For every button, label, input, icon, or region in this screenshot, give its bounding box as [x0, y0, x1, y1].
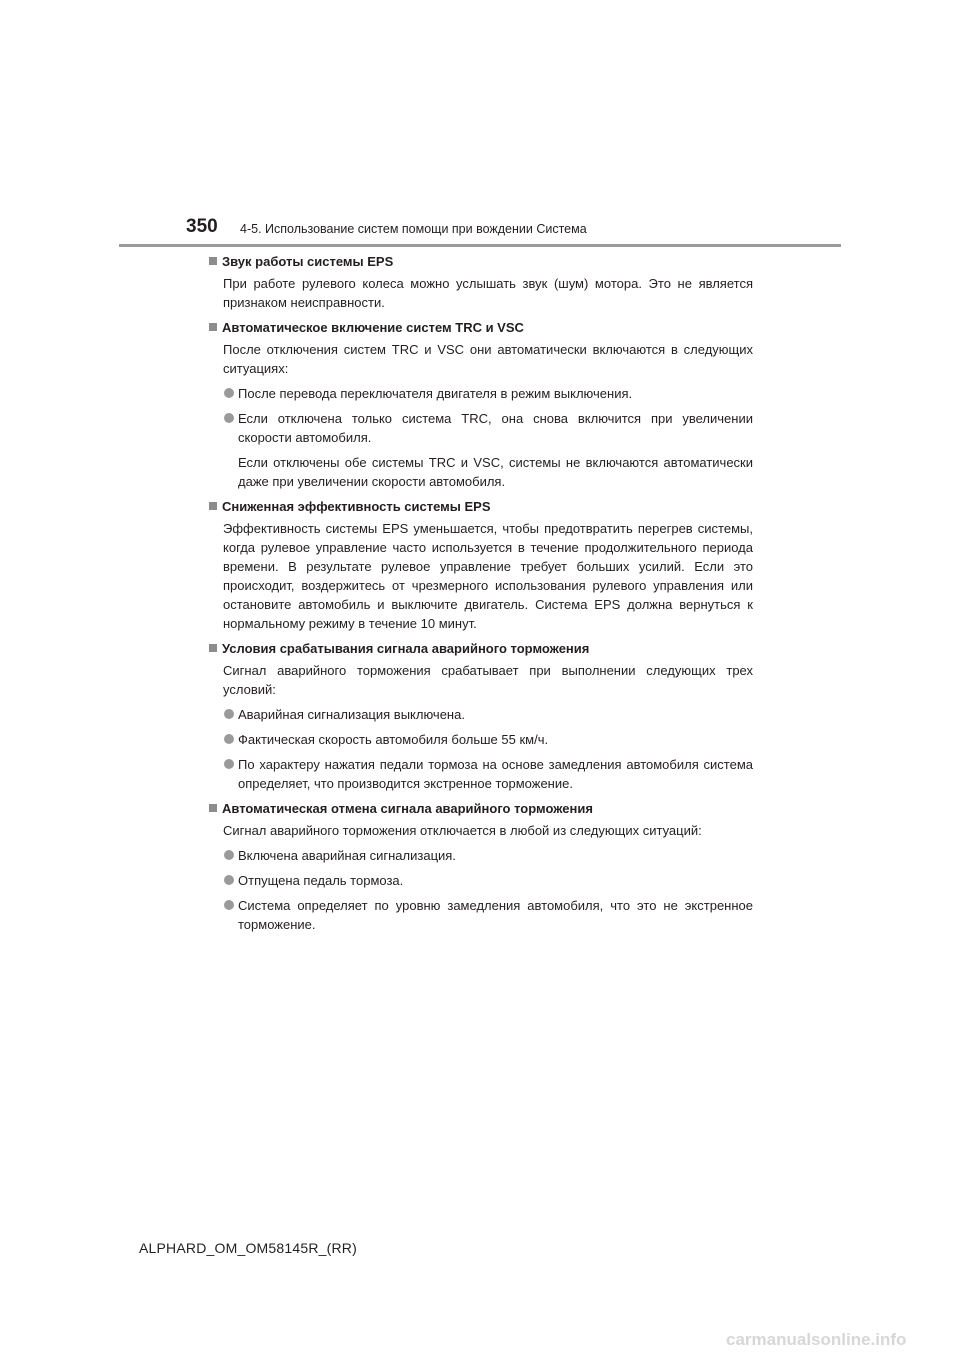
list-item-text: По характеру нажатия педали тормоза на основе замедления автомобиля система определяет, что производится экстренное торможение.	[238, 757, 753, 791]
section-eps-reduced	[208, 497, 753, 633]
section-heading-text: Сниженная эффективность системы EPS	[222, 499, 491, 514]
section-emergency-brake-signal-conditions	[208, 639, 753, 793]
section-heading-text: Звук работы системы EPS	[222, 254, 394, 269]
circle-bullet-icon	[224, 850, 234, 860]
section-heading-text: Автоматическая отмена сигнала аварийного торможения	[222, 801, 593, 816]
manual-code: ALPHARD_OM_OM58145R_(RR)	[139, 1240, 357, 1256]
list-item	[208, 384, 753, 403]
section-heading	[208, 639, 753, 658]
list-item-text: Аварийная сигнализация выключена.	[238, 707, 465, 722]
circle-bullet-icon	[224, 875, 234, 885]
circle-bullet-icon	[224, 388, 234, 398]
list-item	[208, 730, 753, 749]
list-item-note: Если отключены обе системы TRC и VSC, системы не включаются автоматически даже при увеличении скорости автомобиля.	[238, 455, 753, 489]
list-item	[208, 871, 753, 890]
watermark: carmanualsonline.info	[726, 1330, 907, 1349]
section-trc-vsc-auto-on	[208, 318, 753, 491]
header-divider	[119, 244, 841, 247]
page-header	[0, 0, 960, 250]
list-item-text: После перевода переключателя двигателя в режим выключения.	[238, 386, 633, 401]
section-heading	[208, 799, 753, 818]
section-heading-text: Условия срабатывания сигнала аварийного торможения	[222, 641, 590, 656]
square-bullet-icon	[209, 804, 217, 812]
page-content	[208, 252, 753, 940]
list-item	[208, 896, 753, 934]
section-paragraph: После отключения систем TRC и VSC они автоматически включаются в следующих ситуациях:	[223, 342, 753, 376]
section-heading	[208, 497, 753, 516]
circle-bullet-icon	[224, 413, 234, 423]
list-item	[208, 409, 753, 447]
square-bullet-icon	[209, 502, 217, 510]
section-paragraph: Сигнал аварийного торможения срабатывает при выполнении следующих трех условий:	[223, 663, 753, 697]
list-item-text: Если отключена только система TRC, она снова включится при увеличении скорости автомобиля.	[238, 411, 753, 445]
section-paragraph: При работе рулевого колеса можно услышать звук (шум) мотора. Это не является признаком неисправности.	[223, 276, 753, 310]
circle-bullet-icon	[224, 759, 234, 769]
circle-bullet-icon	[224, 900, 234, 910]
section-heading-text: Автоматическое включение систем TRC и VSC	[222, 320, 524, 335]
list-item-text: Отпущена педаль тормоза.	[238, 873, 404, 888]
circle-bullet-icon	[224, 709, 234, 719]
square-bullet-icon	[209, 644, 217, 652]
section-title: 4-5. Использование систем помощи при вождении Система	[240, 222, 587, 236]
list-item-text: Включена аварийная сигнализация.	[238, 848, 456, 863]
section-heading	[208, 252, 753, 271]
section-paragraph: Эффективность системы EPS уменьшается, чтобы предотвратить перегрев системы, когда рулевое управление часто используется в течение продолжительного периода времени. В результате рулевое управление требует больших усилий. Если это происходит, воздержитесь от чрезмерного использования рулевого управления или остановите автомобиль и выключите двигатель. Система EPS должна вернуться к нормальному режиму в течение 10 минут.	[223, 521, 753, 631]
section-paragraph: Сигнал аварийного торможения отключается в любой из следующих ситуаций:	[223, 823, 702, 838]
list-item-text: Фактическая скорость автомобиля больше 55 км/ч.	[238, 732, 549, 747]
section-emergency-brake-signal-cancel	[208, 799, 753, 934]
section-heading	[208, 318, 753, 337]
square-bullet-icon	[209, 257, 217, 265]
list-item-text: Система определяет по уровню замедления автомобиля, что это не экстренное торможение.	[238, 898, 753, 932]
square-bullet-icon	[209, 323, 217, 331]
list-item	[208, 705, 753, 724]
list-item	[208, 846, 753, 865]
circle-bullet-icon	[224, 734, 234, 744]
list-item	[208, 755, 753, 793]
section-eps-sound	[208, 252, 753, 312]
page-number: 350	[186, 216, 218, 237]
